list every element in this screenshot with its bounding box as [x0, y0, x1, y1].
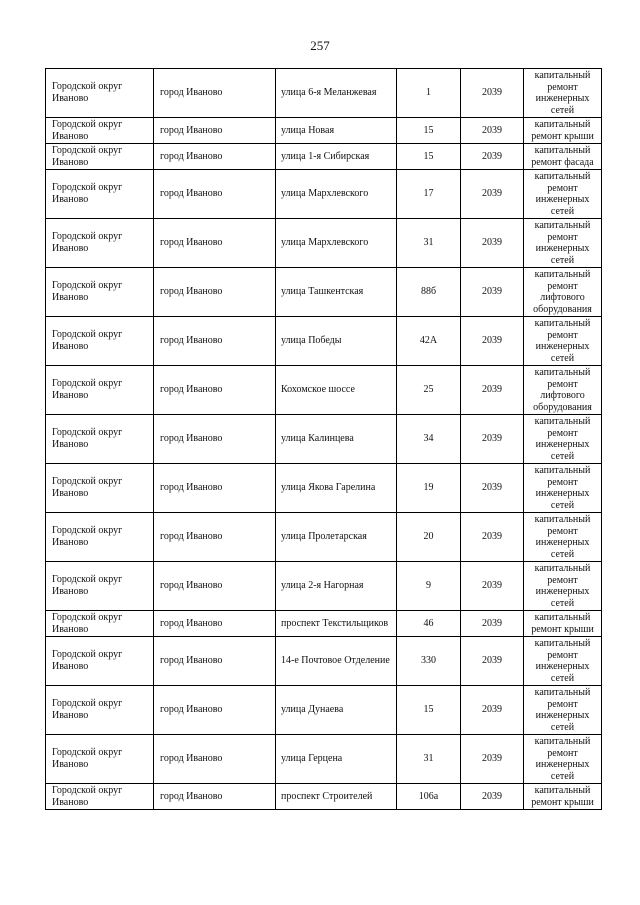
district-cell: Городской округ Иваново [46, 735, 154, 784]
city-cell: город Иваново [154, 268, 276, 317]
year-cell: 2039 [461, 637, 524, 686]
work-type-cell: капитальный ремонт инженерных сетей [524, 415, 602, 464]
house-number-cell: 17 [397, 170, 461, 219]
house-number-cell: 15 [397, 118, 461, 144]
table-row [46, 415, 602, 464]
city-cell: город Иваново [154, 513, 276, 562]
city-cell: город Иваново [154, 317, 276, 366]
year-cell: 2039 [461, 415, 524, 464]
house-number-cell: 46 [397, 611, 461, 637]
district-cell: Городской округ Иваново [46, 686, 154, 735]
street-cell: улица 2-я Нагорная [276, 562, 397, 611]
house-number-cell: 9 [397, 562, 461, 611]
house-number-cell: 20 [397, 513, 461, 562]
work-type-cell: капитальный ремонт инженерных сетей [524, 317, 602, 366]
city-cell: город Иваново [154, 366, 276, 415]
district-cell: Городской округ Иваново [46, 513, 154, 562]
district-cell: Городской округ Иваново [46, 611, 154, 637]
table-row [46, 513, 602, 562]
year-cell: 2039 [461, 144, 524, 170]
street-cell: улица Новая [276, 118, 397, 144]
table-row [46, 686, 602, 735]
city-cell: город Иваново [154, 464, 276, 513]
house-number-cell: 31 [397, 735, 461, 784]
city-cell: город Иваново [154, 735, 276, 784]
work-type-cell: капитальный ремонт инженерных сетей [524, 686, 602, 735]
district-cell: Городской округ Иваново [46, 170, 154, 219]
district-cell: Городской округ Иваново [46, 317, 154, 366]
district-cell: Городской округ Иваново [46, 784, 154, 810]
house-number-cell: 106а [397, 784, 461, 810]
district-cell: Городской округ Иваново [46, 464, 154, 513]
table-row [46, 118, 602, 144]
street-cell: 14-е Почтовое Отделение [276, 637, 397, 686]
street-cell: улица Дунаева [276, 686, 397, 735]
street-cell: улица Ташкентская [276, 268, 397, 317]
district-cell: Городской округ Иваново [46, 69, 154, 118]
work-type-cell: капитальный ремонт крыши [524, 784, 602, 810]
street-cell: улица Якова Гарелина [276, 464, 397, 513]
district-cell: Городской округ Иваново [46, 366, 154, 415]
year-cell: 2039 [461, 464, 524, 513]
city-cell: город Иваново [154, 562, 276, 611]
city-cell: город Иваново [154, 611, 276, 637]
work-type-cell: капитальный ремонт крыши [524, 118, 602, 144]
work-type-cell: капитальный ремонт инженерных сетей [524, 513, 602, 562]
table-row [46, 464, 602, 513]
work-type-cell: капитальный ремонт инженерных сетей [524, 464, 602, 513]
house-number-cell: 330 [397, 637, 461, 686]
table-row [46, 784, 602, 810]
district-cell: Городской округ Иваново [46, 562, 154, 611]
house-number-cell: 42А [397, 317, 461, 366]
page-number: 257 [310, 38, 330, 53]
work-type-cell: капитальный ремонт инженерных сетей [524, 562, 602, 611]
work-type-cell: капитальный ремонт лифтового оборудования [524, 268, 602, 317]
work-type-cell: капитальный ремонт инженерных сетей [524, 170, 602, 219]
year-cell: 2039 [461, 170, 524, 219]
table-row [46, 562, 602, 611]
district-cell: Городской округ Иваново [46, 415, 154, 464]
street-cell: улица Победы [276, 317, 397, 366]
year-cell: 2039 [461, 686, 524, 735]
street-cell: улица 1-я Сибирская [276, 144, 397, 170]
table-row [46, 366, 602, 415]
house-number-cell: 31 [397, 219, 461, 268]
city-cell: город Иваново [154, 118, 276, 144]
house-number-cell: 1 [397, 69, 461, 118]
city-cell: город Иваново [154, 219, 276, 268]
year-cell: 2039 [461, 366, 524, 415]
district-cell: Городской округ Иваново [46, 637, 154, 686]
house-number-cell: 25 [397, 366, 461, 415]
year-cell: 2039 [461, 219, 524, 268]
house-number-cell: 15 [397, 144, 461, 170]
city-cell: город Иваново [154, 144, 276, 170]
year-cell: 2039 [461, 611, 524, 637]
city-cell: город Иваново [154, 784, 276, 810]
year-cell: 2039 [461, 268, 524, 317]
district-cell: Городской округ Иваново [46, 219, 154, 268]
year-cell: 2039 [461, 317, 524, 366]
work-type-cell: капитальный ремонт инженерных сетей [524, 735, 602, 784]
house-number-cell: 15 [397, 686, 461, 735]
year-cell: 2039 [461, 513, 524, 562]
street-cell: Кохомское шоссе [276, 366, 397, 415]
work-type-cell: капитальный ремонт фасада [524, 144, 602, 170]
street-cell: улица Калинцева [276, 415, 397, 464]
table-row [46, 170, 602, 219]
year-cell: 2039 [461, 562, 524, 611]
table-row [46, 317, 602, 366]
work-type-cell: капитальный ремонт инженерных сетей [524, 69, 602, 118]
work-type-cell: капитальный ремонт инженерных сетей [524, 637, 602, 686]
city-cell: город Иваново [154, 170, 276, 219]
district-cell: Городской округ Иваново [46, 118, 154, 144]
house-number-cell: 88б [397, 268, 461, 317]
table-row [46, 637, 602, 686]
city-cell: город Иваново [154, 415, 276, 464]
house-number-cell: 19 [397, 464, 461, 513]
repair-schedule-table [45, 68, 602, 810]
table-row [46, 268, 602, 317]
year-cell: 2039 [461, 784, 524, 810]
district-cell: Городской округ Иваново [46, 268, 154, 317]
table-row [46, 611, 602, 637]
street-cell: проспект Текстильщиков [276, 611, 397, 637]
year-cell: 2039 [461, 118, 524, 144]
street-cell: улица Герцена [276, 735, 397, 784]
street-cell: улица Пролетарская [276, 513, 397, 562]
street-cell: улица 6-я Меланжевая [276, 69, 397, 118]
year-cell: 2039 [461, 735, 524, 784]
work-type-cell: капитальный ремонт лифтового оборудования [524, 366, 602, 415]
street-cell: улица Мархлевского [276, 170, 397, 219]
district-cell: Городской округ Иваново [46, 144, 154, 170]
street-cell: улица Мархлевского [276, 219, 397, 268]
work-type-cell: капитальный ремонт крыши [524, 611, 602, 637]
house-number-cell: 34 [397, 415, 461, 464]
street-cell: проспект Строителей [276, 784, 397, 810]
table-row [46, 735, 602, 784]
year-cell: 2039 [461, 69, 524, 118]
city-cell: город Иваново [154, 69, 276, 118]
city-cell: город Иваново [154, 637, 276, 686]
work-type-cell: капитальный ремонт инженерных сетей [524, 219, 602, 268]
table-row [46, 69, 602, 118]
table-row [46, 219, 602, 268]
table-row [46, 144, 602, 170]
city-cell: город Иваново [154, 686, 276, 735]
